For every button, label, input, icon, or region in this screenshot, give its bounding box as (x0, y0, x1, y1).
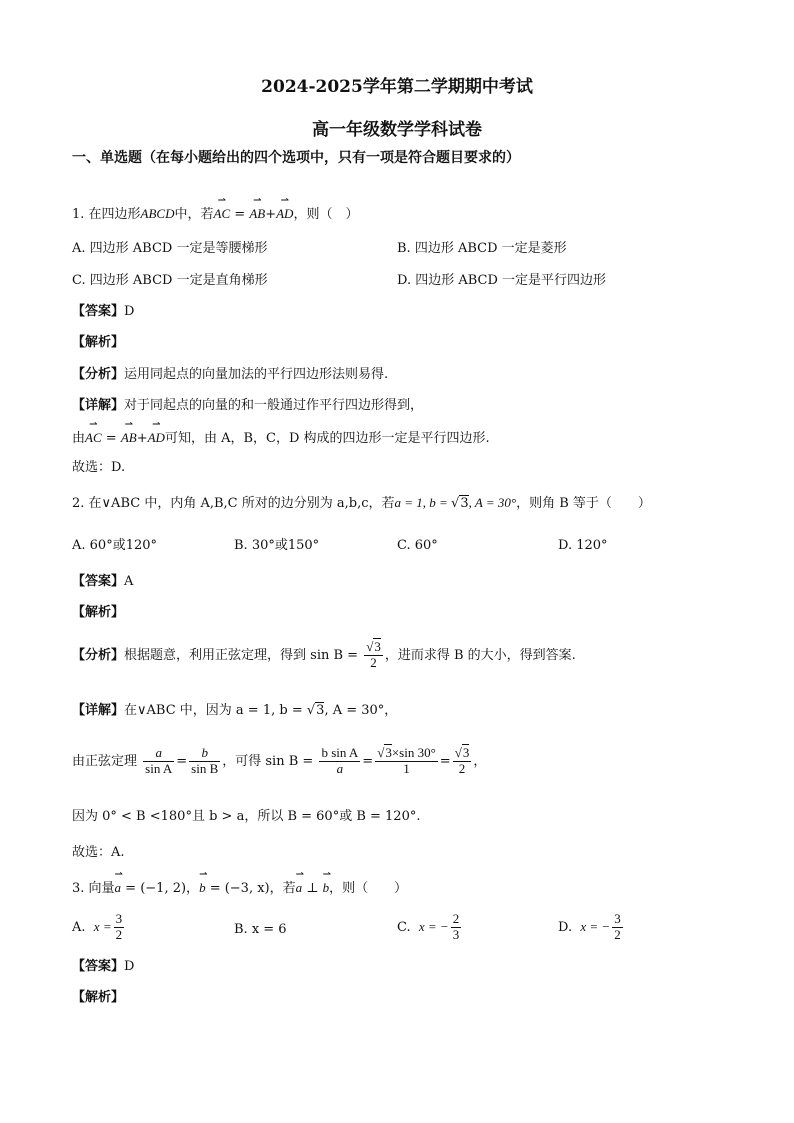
answer-tag: 【答案】 (72, 574, 125, 589)
fraction-sqrt3-over-2 (364, 640, 383, 671)
fraction-numerator: b sin A (321, 745, 359, 760)
detail-tag: 【详解】 (72, 398, 125, 413)
law-end: ， (473, 753, 487, 769)
q1-line2-suffix: 可知，由 A，B，C，D 构成的四边形一定是平行四边形. (164, 431, 490, 446)
q1-line2-plus: + (136, 431, 148, 446)
q1-conclusion: 故选：D. (72, 460, 126, 475)
q3-perp: ⊥ (302, 881, 323, 896)
q1-option-c: C. 四边形 ABCD 一定是直角梯形 (72, 273, 268, 288)
section-heading: 一、单选题（在每小题给出的四个选项中，只有一项是符合题目要求的） (72, 150, 520, 166)
law-mid: ，可得 sin B = (222, 753, 314, 769)
fraction-sqrt3-over-2 (453, 746, 472, 777)
fraction-denominator: sin A (145, 760, 173, 776)
fraction-numerator: √3 (366, 639, 381, 654)
law-prefix: 由正弦定理 (72, 753, 138, 769)
option-x: x = − (418, 918, 449, 934)
q2-sine-law (72, 746, 486, 777)
q1-stem-prefix: 1. 在四边形 (72, 207, 141, 222)
q3-perp-vector-a: ⇀ a (296, 880, 303, 896)
q2-answer (72, 574, 133, 590)
q3-answer (72, 959, 134, 975)
q1-vector-ad: ⇀ AD (276, 206, 293, 222)
fraction-numerator: a (143, 746, 174, 762)
analysis-tag: 【分析】 (72, 647, 125, 663)
fraction-numerator: √3 (454, 745, 470, 760)
fraction-numerator: 2 (452, 911, 460, 926)
fraction-denominator: a (336, 760, 344, 776)
q1-line2-equals: = (101, 431, 121, 446)
fraction-numerator: 3 (614, 911, 621, 926)
q3-stem-suffix: ，则（ ） (329, 881, 408, 896)
q1-plus: + (265, 207, 277, 222)
q1-stem (72, 206, 358, 223)
fraction-denominator: 1 (403, 760, 410, 776)
q2-option-d: D. 120° (558, 538, 608, 553)
q3-stem (72, 880, 407, 897)
q1-answer (72, 304, 134, 320)
fraction-denominator: 2 (370, 654, 377, 670)
detail-text-b: , A = 30°， (324, 703, 398, 718)
fraction-denominator: 2 (458, 760, 466, 776)
q3-mid-a: = (−1, 2)， (121, 881, 200, 896)
q1-line2-prefix: 由 (72, 431, 86, 446)
q2-option-a: A. 60°或120° (72, 538, 158, 553)
fraction-numerator: b (189, 746, 220, 762)
q3-option-b: B. x = 6 (234, 922, 287, 937)
option-label: A. (72, 919, 86, 935)
sqrt-sign: √ (306, 703, 316, 718)
q3-perp-vector-b: ⇀ b (323, 880, 330, 896)
q2-option-b: B. 30°或150° (234, 538, 320, 553)
analysis-tag: 【分析】 (72, 367, 125, 382)
q3-vector-a: ⇀ a (115, 880, 122, 896)
q2-stem-b: ，则角 B 等于（ ） (516, 496, 651, 511)
exam-subtitle: 高一年级数学学科试卷 (312, 120, 482, 140)
q1-jiexi: 【解析】 (72, 335, 125, 350)
q2-sqrt-sign: √ (451, 496, 460, 511)
option-x: x = − (580, 918, 611, 934)
q3-mid-b: = (−3, x)，若 (205, 881, 296, 896)
q1-quad: ABCD (140, 206, 175, 221)
q1-option-d: D. 四边形 ABCD 一定是平行四边形 (397, 273, 607, 288)
option-fraction (114, 912, 125, 943)
answer-tag: 【答案】 (72, 959, 125, 974)
q2-stem-a: 2. 在∨ABC 中，内角 A,B,C 所对的边分别为 a,b,c，若 (72, 496, 395, 511)
q1-detail (72, 398, 423, 414)
q1-option-b: B. 四边形 ABCD 一定是菱形 (397, 241, 567, 256)
answer-value: A (124, 574, 134, 589)
option-fraction (451, 912, 462, 943)
detail-sqrt3: 3 (316, 703, 325, 718)
q1-line2-vector-ac: ⇀ AC (85, 430, 102, 446)
detail-text-a: 在∨ABC 中，因为 a = 1, b = (124, 703, 307, 718)
equals: = (176, 753, 188, 769)
q1-vector-ac: ⇀ AC (214, 206, 231, 222)
detail-text: 对于同起点的向量的和一般通过作平行四边形得到， (124, 398, 424, 413)
equals: = (439, 753, 451, 769)
q1-detail-line2 (72, 430, 490, 447)
fraction-denominator: 3 (452, 926, 460, 942)
fraction-denominator: sin B (191, 760, 219, 776)
q2-sqrt3: 3 (460, 496, 469, 511)
q1-option-a: A. 四边形 ABCD 一定是等腰梯形 (72, 241, 268, 256)
fraction-sqrt3sin30-over-1 (375, 746, 438, 777)
analysis-text-a: 根据题意，利用正弦定理，得到 sin B = (124, 647, 359, 663)
q1-analysis (72, 367, 388, 383)
q2-option-c: C. 60° (397, 538, 438, 553)
q1-line2-vector-ad: ⇀ AD (148, 430, 165, 446)
q3-stem-a: 3. 向量 (72, 881, 115, 896)
q3-vector-b: ⇀ b (199, 880, 206, 896)
q2-detail (72, 703, 397, 719)
option-x: x = (93, 918, 112, 934)
exam-title: 2024-2025学年第二学期期中考试 (261, 77, 533, 97)
fraction-bsinA-over-a (319, 746, 360, 777)
fraction-b-over-sinB (189, 746, 220, 777)
q2-condition-a: a = 1, b = (394, 495, 452, 510)
fraction-denominator: 2 (115, 926, 123, 942)
q2-because: 因为 0° < B <180°且 b > a，所以 B = 60°或 B = 120°. (72, 809, 421, 824)
fraction-a-over-sinA (143, 746, 174, 777)
equals: = (362, 753, 374, 769)
q1-stem-suffix: ，则（ ） (293, 207, 359, 222)
answer-tag: 【答案】 (72, 304, 125, 319)
q1-line2-vector-ab: ⇀ AB (121, 430, 137, 446)
answer-value: D (124, 959, 135, 974)
q2-analysis (72, 640, 576, 671)
analysis-text-b: ，进而求得 B 的大小，得到答案. (384, 647, 576, 663)
option-label: D. (558, 919, 573, 935)
answer-value: D (124, 304, 135, 319)
q3-option-c (397, 912, 463, 943)
option-fraction (612, 912, 623, 943)
fraction-numerator: 3 (115, 911, 123, 926)
q3-option-a (72, 912, 126, 943)
q1-vector-ab: ⇀ AB (249, 206, 265, 222)
fraction-denominator: 2 (614, 926, 621, 942)
analysis-text: 运用同起点的向量加法的平行四边形法则易得. (124, 367, 389, 382)
q1-stem-mid: 中，若 (174, 207, 214, 222)
q3-jiexi: 【解析】 (72, 990, 125, 1005)
q2-stem (72, 495, 651, 512)
q2-conclusion: 故选：A. (72, 845, 125, 860)
detail-tag: 【详解】 (72, 703, 125, 718)
option-label: C. (397, 919, 411, 935)
q3-option-d (558, 912, 625, 943)
fraction-numerator: √3×sin 30° (377, 745, 436, 760)
q1-equals: = (230, 207, 250, 222)
q2-jiexi: 【解析】 (72, 605, 125, 620)
q2-condition-b: , A = 30° (468, 495, 517, 510)
